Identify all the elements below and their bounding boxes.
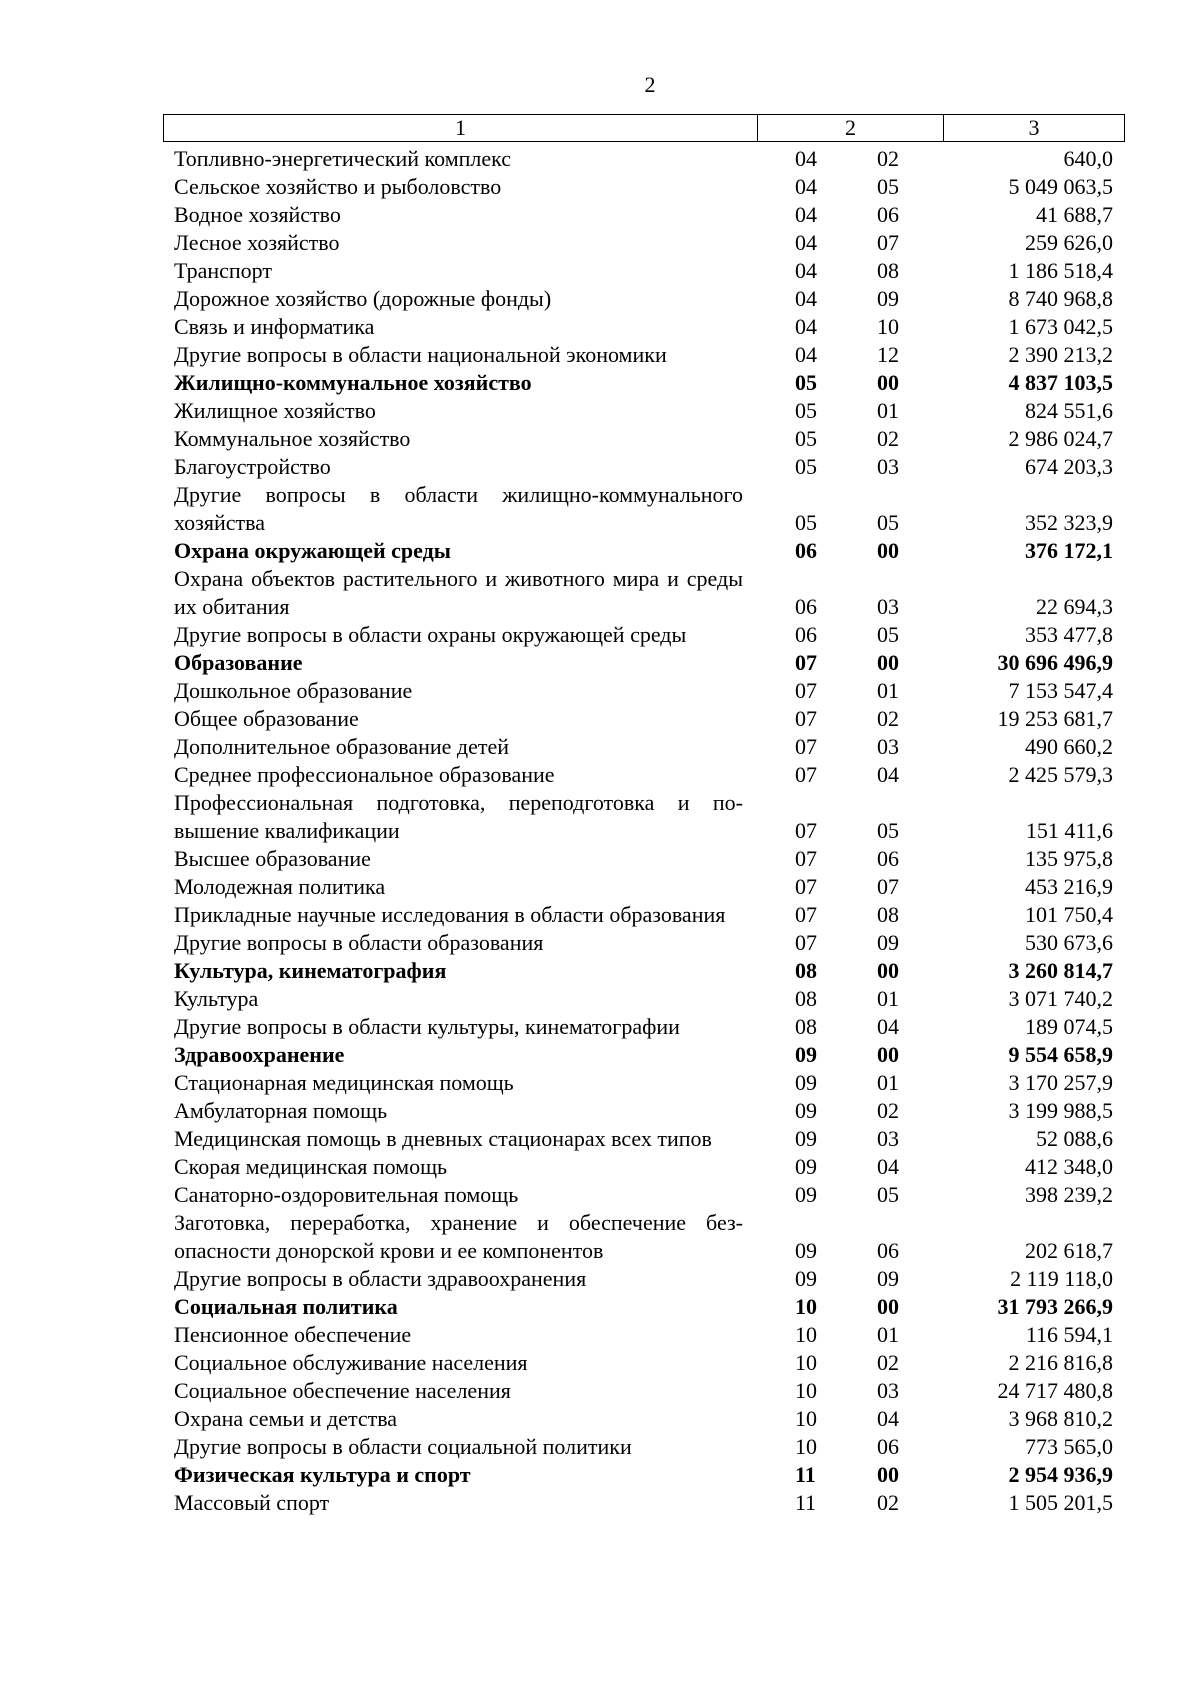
row-name: Среднее профессиональное образование	[174, 762, 555, 787]
row-subsection-code: 00	[877, 538, 899, 563]
row-subsection-code: 05	[877, 622, 899, 647]
row-name: Дорожное хозяйство (дорожные фонды)	[174, 286, 552, 311]
header-col-2: 2	[758, 115, 944, 142]
row-amount: 1 673 042,5	[1008, 314, 1113, 339]
row-name: Медицинская помощь в дневных стационарах всех типов	[174, 1126, 712, 1151]
row-subsection-code: 06	[877, 846, 899, 871]
row-section-code: 11	[795, 1462, 816, 1487]
row-amount: 189 074,5	[1025, 1014, 1113, 1039]
row-subsection-code: 01	[877, 398, 899, 423]
row-amount: 5 049 063,5	[1008, 174, 1113, 199]
table-row	[163, 1125, 1124, 1153]
row-section-code: 09	[795, 1182, 817, 1207]
row-amount: 9 554 658,9	[1008, 1042, 1113, 1067]
row-section-code: 09	[795, 1126, 817, 1151]
table-row	[163, 229, 1124, 257]
row-section-code: 10	[795, 1294, 817, 1319]
row-amount: 3 199 988,5	[1008, 1098, 1113, 1123]
row-name: Физическая культура и спорт	[174, 1462, 471, 1487]
row-subsection-code: 00	[877, 370, 899, 395]
table-row	[163, 1041, 1124, 1069]
table-row	[163, 705, 1124, 733]
row-subsection-code: 02	[877, 1098, 899, 1123]
row-section-code: 06	[795, 538, 817, 563]
row-subsection-code: 03	[877, 734, 899, 759]
row-name: Транспорт	[174, 258, 273, 283]
row-section-code: 07	[795, 762, 817, 787]
page-number: 2	[644, 72, 656, 97]
table-row	[163, 1349, 1124, 1377]
row-subsection-code: 04	[877, 1014, 899, 1039]
row-section-code: 07	[795, 818, 817, 843]
row-subsection-code: 03	[877, 454, 899, 479]
row-name: Здравоохранение	[174, 1042, 345, 1067]
row-subsection-code: 00	[877, 650, 899, 675]
row-subsection-code: 06	[877, 1238, 899, 1263]
table-row	[163, 649, 1124, 677]
row-subsection-code: 02	[877, 706, 899, 731]
row-section-code: 06	[795, 622, 817, 647]
table-row	[163, 1405, 1124, 1433]
row-subsection-code: 04	[877, 1406, 899, 1431]
row-name: Другие вопросы в области культуры, кинематографии	[174, 1014, 680, 1039]
row-section-code: 04	[795, 314, 817, 339]
row-amount: 3 170 257,9	[1008, 1070, 1113, 1095]
row-subsection-code: 09	[877, 286, 899, 311]
row-amount: 151 411,6	[1025, 818, 1113, 843]
row-amount: 2 986 024,7	[1008, 426, 1113, 451]
row-section-code: 11	[795, 1490, 817, 1515]
table-row	[163, 565, 1124, 621]
row-name: Жилищное хозяйство	[174, 398, 376, 423]
row-amount: 8 740 968,8	[1008, 286, 1113, 311]
table-row	[163, 341, 1124, 369]
row-amount: 24 717 480,8	[997, 1378, 1113, 1403]
row-section-code: 10	[795, 1322, 817, 1347]
row-name: Скорая медицинская помощь	[174, 1154, 448, 1179]
row-subsection-code: 02	[877, 1490, 899, 1515]
row-name: Культура, кинематография	[174, 958, 447, 983]
row-section-code: 05	[795, 454, 817, 479]
row-subsection-code: 12	[877, 342, 899, 367]
row-section-code: 07	[795, 846, 817, 871]
row-name: Благоустройство	[174, 454, 331, 479]
row-section-code: 07	[795, 874, 817, 899]
row-name: Другие вопросы в области жилищно-коммунального хозяйства	[174, 482, 743, 535]
row-name: Социальная политика	[174, 1294, 398, 1319]
table-row	[163, 621, 1124, 649]
table-header	[163, 114, 1125, 142]
row-name: Высшее образование	[174, 846, 371, 871]
row-name: Жилищно-коммунальное хозяйство	[174, 370, 532, 395]
row-subsection-code: 03	[877, 1378, 899, 1403]
row-name: Другие вопросы в области национальной экономики	[174, 342, 667, 367]
row-amount: 398 239,2	[1025, 1182, 1113, 1207]
table-row	[163, 901, 1124, 929]
row-amount: 101 750,4	[1025, 902, 1113, 927]
table-row	[163, 313, 1124, 341]
table-row	[163, 1377, 1124, 1405]
row-subsection-code: 07	[877, 230, 899, 255]
row-subsection-code: 01	[877, 1322, 899, 1347]
row-name: Пенсионное обеспечение	[174, 1322, 412, 1347]
row-name: Культура	[174, 986, 259, 1011]
row-amount: 353 477,8	[1025, 622, 1113, 647]
row-section-code: 10	[795, 1350, 817, 1375]
row-subsection-code: 07	[877, 874, 899, 899]
row-section-code: 07	[795, 678, 817, 703]
row-name: Другие вопросы в области образования	[174, 930, 544, 955]
row-subsection-code: 09	[877, 1266, 899, 1291]
row-amount: 135 975,8	[1025, 846, 1113, 871]
row-name: Дополнительное образование детей	[174, 734, 510, 759]
row-name: Сельское хозяйство и рыболовство	[174, 174, 502, 199]
row-amount: 453 216,9	[1025, 874, 1113, 899]
row-section-code: 04	[795, 342, 817, 367]
row-subsection-code: 02	[877, 1350, 899, 1375]
table-row	[163, 285, 1124, 313]
table-row	[163, 481, 1124, 537]
table-row	[163, 397, 1124, 425]
budget-table-body	[163, 145, 1124, 1517]
table-row	[163, 873, 1124, 901]
row-section-code: 05	[795, 398, 817, 423]
row-section-code: 05	[795, 510, 817, 535]
row-section-code: 09	[795, 1070, 817, 1095]
row-section-code: 07	[795, 902, 817, 927]
row-section-code: 09	[795, 1098, 817, 1123]
row-amount: 640,0	[1063, 146, 1113, 171]
table-row	[163, 957, 1124, 985]
row-subsection-code: 00	[877, 1294, 899, 1319]
row-name: Охрана объектов растительного и животного мира и среды их обитания	[174, 566, 743, 619]
row-amount: 490 660,2	[1025, 734, 1113, 759]
row-section-code: 05	[795, 426, 817, 451]
table-row	[163, 1321, 1124, 1349]
row-subsection-code: 03	[877, 594, 899, 619]
row-amount: 2 216 816,8	[1008, 1350, 1113, 1375]
row-amount: 674 203,3	[1025, 454, 1113, 479]
table-row	[163, 1265, 1124, 1293]
row-name: Молодежная политика	[174, 874, 386, 899]
table-row	[163, 145, 1124, 173]
header-col-1: 1	[164, 115, 758, 142]
row-subsection-code: 02	[877, 146, 899, 171]
table-row	[163, 1069, 1124, 1097]
row-amount: 22 694,3	[1036, 594, 1113, 619]
table-row	[163, 173, 1124, 201]
row-name: Амбулаторная помощь	[174, 1098, 388, 1123]
row-amount: 1 505 201,5	[1008, 1490, 1113, 1515]
row-amount: 19 253 681,7	[997, 706, 1113, 731]
row-name: Охрана семьи и детства	[174, 1406, 398, 1431]
row-subsection-code: 05	[877, 818, 899, 843]
row-section-code: 07	[795, 650, 817, 675]
row-section-code: 10	[795, 1378, 817, 1403]
row-name: Другие вопросы в области здравоохранения	[174, 1266, 587, 1291]
row-subsection-code: 01	[877, 1070, 899, 1095]
row-name: Другие вопросы в области охраны окружающей среды	[174, 622, 687, 647]
row-name: Профессиональная подготовка, переподготовка и повышение квалификации	[174, 790, 743, 843]
row-amount: 2 119 118,0	[1010, 1266, 1113, 1291]
row-section-code: 04	[795, 202, 817, 227]
table-row	[163, 1013, 1124, 1041]
table-row	[163, 453, 1124, 481]
table-row	[163, 789, 1124, 845]
row-name: Стационарная медицинская помощь	[174, 1070, 514, 1095]
row-name: Водное хозяйство	[174, 202, 341, 227]
row-amount: 376 172,1	[1025, 538, 1113, 563]
row-name: Социальное обслуживание населения	[174, 1350, 528, 1375]
row-subsection-code: 10	[877, 314, 899, 339]
row-amount: 824 551,6	[1025, 398, 1113, 423]
row-name: Санаторно-оздоровительная помощь	[174, 1182, 519, 1207]
row-subsection-code: 04	[877, 762, 899, 787]
row-section-code: 04	[795, 258, 817, 283]
table-row	[163, 537, 1124, 565]
table-row	[163, 985, 1124, 1013]
table-row	[163, 1461, 1124, 1489]
row-amount: 2 425 579,3	[1008, 762, 1113, 787]
row-subsection-code: 04	[877, 1154, 899, 1179]
row-subsection-code: 00	[877, 958, 899, 983]
row-subsection-code: 02	[877, 426, 899, 451]
row-subsection-code: 09	[877, 930, 899, 955]
row-name: Топливно-энергетический комплекс	[174, 146, 512, 171]
row-amount: 3 071 740,2	[1008, 986, 1113, 1011]
table-row	[163, 1181, 1124, 1209]
row-section-code: 04	[795, 174, 817, 199]
row-amount: 52 088,6	[1036, 1126, 1113, 1151]
row-subsection-code: 06	[877, 202, 899, 227]
row-name: Образование	[174, 650, 303, 675]
row-amount: 7 153 547,4	[1008, 678, 1113, 703]
row-amount: 2 954 936,9	[1008, 1462, 1113, 1487]
budget-table	[163, 145, 1124, 1517]
row-amount: 2 390 213,2	[1008, 342, 1113, 367]
table-row	[163, 677, 1124, 705]
row-amount: 3 260 814,7	[1008, 958, 1113, 983]
row-section-code: 06	[795, 594, 817, 619]
row-name: Заготовка, переработка, хранение и обеспечение безопасности донорской крови и ее компонентов	[174, 1210, 743, 1263]
row-amount: 530 673,6	[1025, 930, 1113, 955]
row-section-code: 04	[795, 146, 817, 171]
table-row	[163, 929, 1124, 957]
row-section-code: 10	[795, 1406, 817, 1431]
table-row	[163, 425, 1124, 453]
row-amount: 352 323,9	[1025, 510, 1113, 535]
row-amount: 41 688,7	[1036, 202, 1113, 227]
row-amount: 30 696 496,9	[997, 650, 1113, 675]
row-subsection-code: 00	[877, 1042, 899, 1067]
row-amount: 31 793 266,9	[997, 1294, 1113, 1319]
row-section-code: 09	[795, 1042, 817, 1067]
row-name: Охрана окружающей среды	[174, 538, 451, 563]
row-section-code: 09	[795, 1154, 817, 1179]
row-section-code: 04	[795, 230, 817, 255]
row-section-code: 10	[795, 1434, 817, 1459]
row-amount: 1 186 518,4	[1008, 258, 1113, 283]
table-row	[163, 1293, 1124, 1321]
row-subsection-code: 05	[877, 1182, 899, 1207]
row-name: Общее образование	[174, 706, 359, 731]
row-section-code: 09	[795, 1266, 817, 1291]
row-section-code: 08	[795, 1014, 817, 1039]
row-section-code: 09	[795, 1238, 817, 1263]
row-section-code: 07	[795, 930, 817, 955]
row-subsection-code: 01	[877, 678, 899, 703]
row-subsection-code: 03	[877, 1126, 899, 1151]
row-section-code: 04	[795, 286, 817, 311]
row-section-code: 05	[795, 370, 817, 395]
row-amount: 412 348,0	[1025, 1154, 1113, 1179]
row-section-code: 07	[795, 706, 817, 731]
table-row	[163, 1097, 1124, 1125]
row-subsection-code: 05	[877, 510, 899, 535]
row-subsection-code: 06	[877, 1434, 899, 1459]
row-subsection-code: 08	[877, 258, 899, 283]
row-name: Коммунальное хозяйство	[174, 426, 411, 451]
row-amount: 3 968 810,2	[1008, 1406, 1113, 1431]
row-subsection-code: 05	[877, 174, 899, 199]
table-row	[163, 845, 1124, 873]
table-row	[163, 733, 1124, 761]
table-row	[163, 1209, 1124, 1265]
row-name: Связь и информатика	[174, 314, 375, 339]
row-name: Другие вопросы в области социальной политики	[174, 1434, 632, 1459]
table-row	[163, 761, 1124, 789]
row-amount: 202 618,7	[1025, 1238, 1113, 1263]
table-row	[163, 1153, 1124, 1181]
row-amount: 773 565,0	[1025, 1434, 1113, 1459]
table-row	[163, 1433, 1124, 1461]
row-amount: 4 837 103,5	[1008, 370, 1113, 395]
table-row	[163, 369, 1124, 397]
table-row	[163, 1489, 1124, 1517]
row-name: Социальное обеспечение населения	[174, 1378, 511, 1403]
row-section-code: 08	[795, 958, 817, 983]
row-subsection-code: 00	[877, 1462, 899, 1487]
row-name: Прикладные научные исследования в области образования	[174, 902, 726, 927]
row-subsection-code: 08	[877, 902, 899, 927]
row-amount: 259 626,0	[1025, 230, 1113, 255]
row-name: Лесное хозяйство	[174, 230, 340, 255]
row-name: Массовый спорт	[174, 1490, 330, 1515]
row-name: Дошкольное образование	[174, 678, 413, 703]
table-row	[163, 257, 1124, 285]
row-section-code: 08	[795, 986, 817, 1011]
table-row	[163, 201, 1124, 229]
header-row	[164, 115, 1125, 142]
header-col-3: 3	[944, 115, 1125, 142]
row-amount: 116 594,1	[1025, 1322, 1113, 1347]
row-subsection-code: 01	[877, 986, 899, 1011]
row-section-code: 07	[795, 734, 817, 759]
